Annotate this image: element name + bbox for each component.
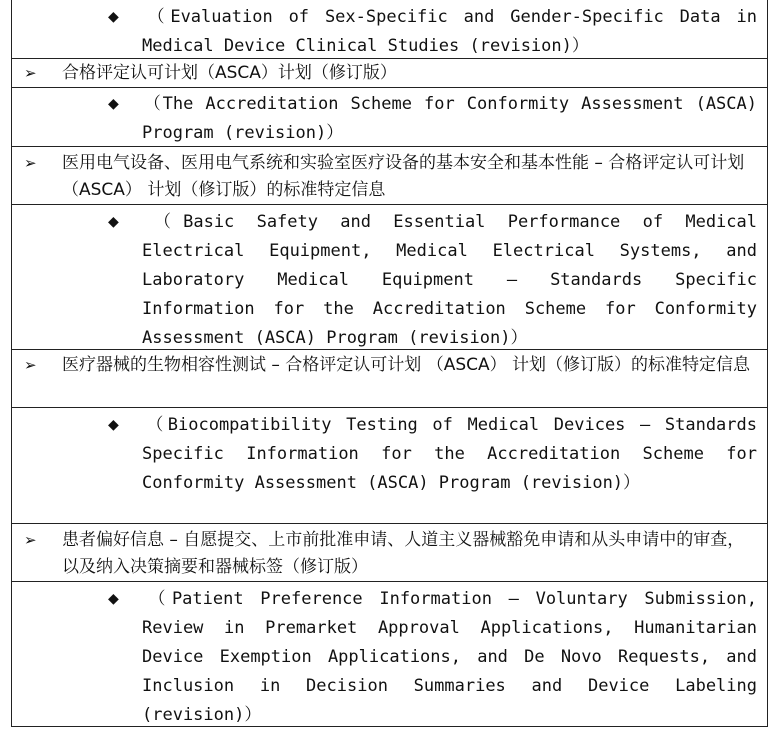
english-title: （Patient Preference Information – Voluntary Submission, Review in Premarket Approval Applications, Humanitarian Device Exemption Applications, and De Novo Requests, and Inclusion in Decision Summaries and Device Labeling (revision)） [142,589,757,725]
list-item-chinese [11,147,768,205]
list-item-english [11,88,768,147]
diamond-bullet-icon: ◆ [108,211,119,232]
arrow-bullet-icon: ➢ [24,356,37,374]
chinese-title: 合格评定认可计划（ASCA）计划（修订版） [62,63,397,83]
list-item-chinese [11,59,768,88]
list-item-english [11,582,768,727]
document-table [11,0,768,727]
list-item-english [11,205,768,350]
diamond-bullet-icon: ◆ [108,414,119,435]
arrow-bullet-icon: ➢ [24,531,37,549]
english-title: （The Accreditation Scheme for Conformity Assessment (ASCA) Program (revision)） [142,94,757,143]
chinese-title: 医用电气设备、医用电气系统和实验室医疗设备的基本安全和基本性能 – 合格评定认可计划 （ASCA） 计划（修订版）的标准特定信息 [62,153,745,200]
english-title: （Biocompatibility Testing of Medical Devices – Standards Specific Information for the Accreditation Scheme for Conformity Assessment (ASCA) Program (revision)） [142,415,757,493]
english-title: （Basic Safety and Essential Performance of Medical Electrical Equipment, Medical Electrical Systems, and Laboratory Medical Equipment – Standards Specific Information for the Accreditation Scheme for Conformity Assessment (ASCA) Program (revision)） [142,212,757,348]
list-item-english [11,0,768,59]
list-item-chinese [11,350,768,408]
list-item-chinese [11,524,768,582]
chinese-title: 医疗器械的生物相容性测试 – 合格评定认可计划 （ASCA） 计划（修订版）的标准特定信息 [62,355,751,375]
chinese-title: 患者偏好信息 – 自愿提交、上市前批准申请、人道主义器械豁免申请和从头申请中的审查，以及纳入决策摘要和器械标签（修订版） [62,530,745,577]
arrow-bullet-icon: ➢ [24,154,37,172]
arrow-bullet-icon: ➢ [24,64,37,82]
diamond-bullet-icon: ◆ [108,588,119,609]
english-title: （Evaluation of Sex-Specific and Gender-Specific Data in Medical Device Clinical Studies (revision)） [142,7,757,56]
list-item-english [11,408,768,524]
diamond-bullet-icon: ◆ [108,6,119,27]
diamond-bullet-icon: ◆ [108,93,119,114]
